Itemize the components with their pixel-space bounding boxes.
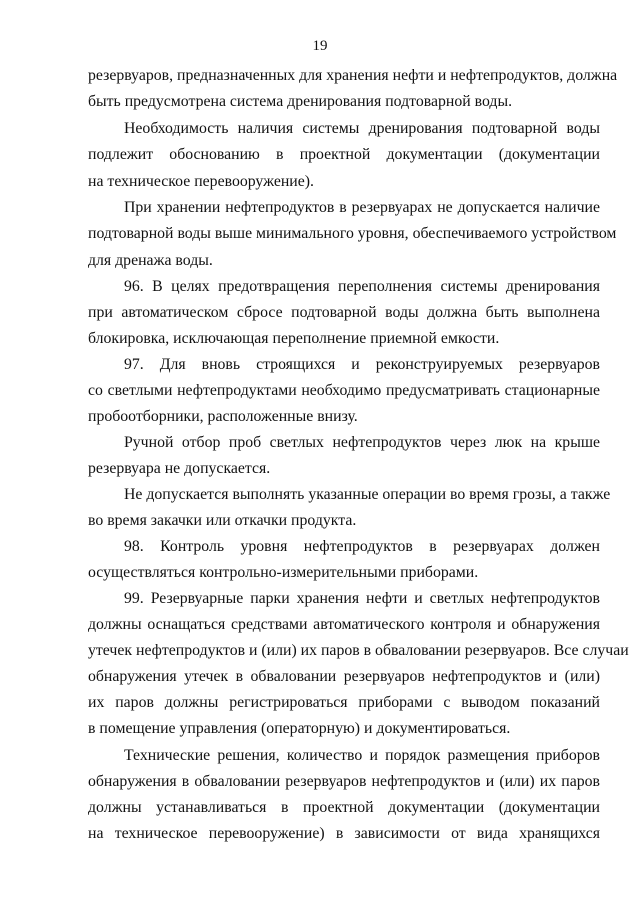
text-line: быть предусмотрена система дренирования подтоварной воды. bbox=[88, 93, 513, 110]
text-line: Не допускается выполнять указанные операции во время грозы, а также bbox=[124, 486, 611, 503]
text-line: должны оснащаться средствами автоматического контроля и обнаружения bbox=[88, 616, 600, 633]
text-line: пробоотборники, расположенные внизу. bbox=[88, 408, 358, 425]
text-line: во время закачки или откачки продукта. bbox=[88, 512, 357, 529]
text-line: на техническое перевооружение). bbox=[88, 173, 314, 190]
text-line: 97. Для вновь строящихся и реконструируемых резервуаров bbox=[124, 356, 600, 373]
text-line: Технические решения, количество и порядок размещения приборов bbox=[124, 747, 600, 764]
text-line: на техническое перевооружение) в зависимости от вида хранящихся bbox=[88, 825, 600, 842]
text-line: 99. Резервуарные парки хранения нефти и светлых нефтепродуктов bbox=[124, 590, 600, 607]
text-line: 98. Контроль уровня нефтепродуктов в резервуарах должен bbox=[124, 538, 600, 555]
text-line: резервуаров, предназначенных для хранения нефти и нефтепродуктов, должна bbox=[88, 67, 618, 84]
text-line: осуществляться контрольно-измерительными приборами. bbox=[88, 564, 479, 581]
text-line: должны устанавливаться в проектной документации (документации bbox=[88, 799, 600, 816]
text-line: резервуара не допускается. bbox=[88, 460, 271, 477]
page-number: 19 bbox=[312, 38, 328, 54]
text-line: в помещение управления (операторную) и документироваться. bbox=[88, 720, 511, 737]
text-line: их паров должны регистрироваться приборами с выводом показаний bbox=[88, 694, 600, 711]
text-line: обнаружения утечек в обваловании резервуаров нефтепродуктов и (или) bbox=[88, 668, 600, 685]
text-line: При хранении нефтепродуктов в резервуарах не допускается наличие bbox=[124, 199, 600, 216]
text-line: подлежит обоснованию в проектной документации (документации bbox=[88, 146, 600, 163]
text-line: утечек нефтепродуктов и (или) их паров в обваловании резервуаров. Все случаи bbox=[88, 642, 629, 659]
text-line: обнаружения в обваловании резервуаров нефтепродуктов и (или) их паров bbox=[88, 773, 600, 790]
text-line: при автоматическом сбросе подтоварной воды должна быть выполнена bbox=[88, 304, 600, 321]
text-line: 96. В целях предотвращения переполнения системы дренирования bbox=[124, 278, 600, 295]
text-line: блокировка, исключающая переполнение приемной емкости. bbox=[88, 330, 500, 347]
text-line: со светлыми нефтепродуктами необходимо предусматривать стационарные bbox=[88, 382, 600, 399]
text-line: Ручной отбор проб светлых нефтепродуктов через люк на крыше bbox=[124, 434, 600, 451]
text-line: подтоварной воды выше минимального уровня, обеспечиваемого устройством bbox=[88, 225, 617, 242]
text-line: Необходимость наличия системы дренирования подтоварной воды bbox=[124, 120, 600, 137]
text-line: для дренажа воды. bbox=[88, 252, 213, 269]
